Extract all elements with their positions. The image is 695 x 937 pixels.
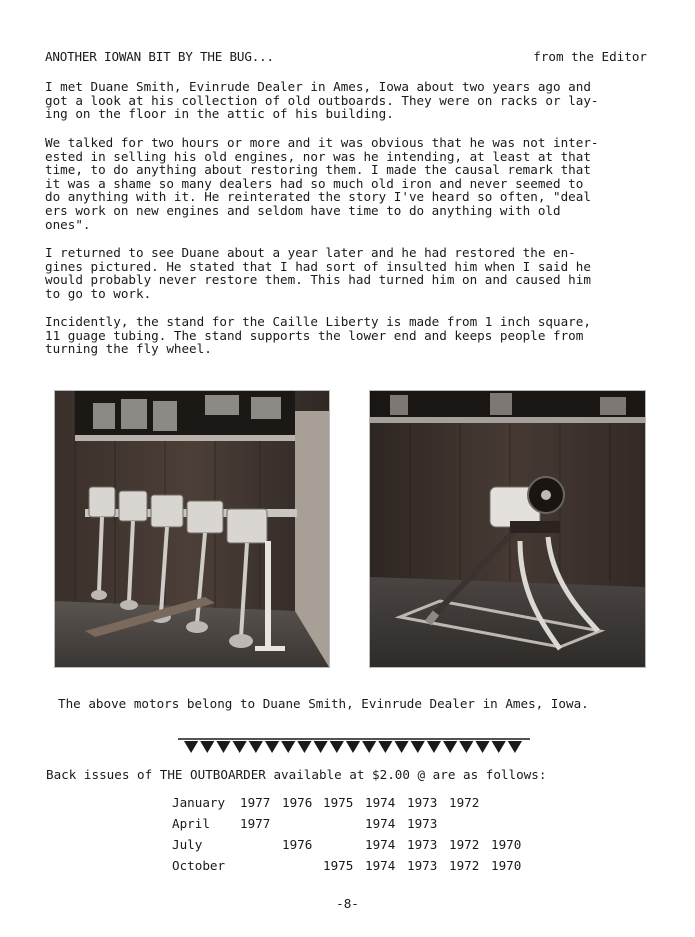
issue-year: 1974 [365,837,396,852]
divider-triangle [475,741,489,753]
paragraph: I returned to see Duane about a year later and he had restored the en- gines pictured. He stated that I had sort of insulted him when I said he would probably never restore them. This had turned him on and caused him to go to work. [45,245,591,301]
paragraph: We talked for two hours or more and it was obvious that he was not inter- ested in selling his old engines, nor was he intending, at least at that time, to do anything about restoring them. I made the causal remark that it was a shame so many dealers had so much old iron and never seemed to do anything with it. He reinterated the story I've heard so often, "deal ers work on new engines and seldom have time to do anything with old ones". [45,135,599,232]
photo-caille-liberty-image [370,391,645,667]
divider-triangle [281,741,295,753]
divider-triangle [200,741,214,753]
back-issues-row [172,817,532,838]
divider-triangle [492,741,506,753]
divider-triangle [411,741,425,753]
divider-triangle [216,741,230,753]
divider-triangle [378,741,392,753]
divider-triangle [427,741,441,753]
issue-year: 1970 [491,837,522,852]
divider-triangle [508,741,522,753]
divider-triangle [249,741,263,753]
paragraph: Incidently, the stand for the Caille Liberty is made from 1 inch square, 11 guage tubing. The stand supports the lower end and keeps people from turning the fly wheel. [45,314,591,357]
divider-triangle [233,741,247,753]
issue-year: 1975 [323,858,354,873]
photo-outboard-motors-image [55,391,329,667]
divider-triangle [362,741,376,753]
issue-year: 1975 [323,795,354,810]
back-issues-row [172,859,532,880]
back-issues-row [172,838,532,859]
issue-year: 1976 [282,837,313,852]
divider-triangle [394,741,408,753]
issue-year: 1973 [407,795,438,810]
divider-triangle [443,741,457,753]
photo-outboard-motors-rack [54,390,330,668]
article-title: ANOTHER IOWAN BIT BY THE BUG... [45,49,274,64]
back-issues-intro: Back issues of THE OUTBOARDER available at $2.00 @ are as follows: [46,767,547,782]
issue-year: 1973 [407,816,438,831]
divider-triangle [297,741,311,753]
issue-year: 1970 [491,858,522,873]
issue-year: 1973 [407,837,438,852]
divider-triangle [459,741,473,753]
article-header [45,50,647,66]
issue-year: 1977 [240,816,271,831]
issue-year: 1972 [449,795,480,810]
back-issues-table [172,796,532,880]
divider-triangle [346,741,360,753]
issue-year: 1974 [365,858,396,873]
issue-year: 1977 [240,795,271,810]
issue-month: October [172,858,226,873]
issue-year: 1976 [282,795,313,810]
photo-caille-liberty-stand [369,390,646,668]
article-byline: from the Editor [533,49,647,64]
issue-year: 1974 [365,795,396,810]
back-issues-row [172,796,532,817]
paragraph: I met Duane Smith, Evinrude Dealer in Ames, Iowa about two years ago and got a look at his collection of old outboards. They were on racks or lay- ing on the floor in the attic of his building. [45,79,599,122]
issue-month: July [172,837,203,852]
issue-month: April [172,816,210,831]
photo-caption: The above motors belong to Duane Smith, Evinrude Dealer in Ames, Iowa. [58,696,589,711]
issue-year: 1973 [407,858,438,873]
issue-year: 1974 [365,816,396,831]
issue-month: January [172,795,226,810]
issue-year: 1972 [449,858,480,873]
divider-triangle [184,741,198,753]
divider-triangle [330,741,344,753]
divider-triangle [265,741,279,753]
decorative-divider [178,737,530,755]
page-number: -8- [336,896,359,911]
issue-year: 1972 [449,837,480,852]
divider-triangle [314,741,328,753]
